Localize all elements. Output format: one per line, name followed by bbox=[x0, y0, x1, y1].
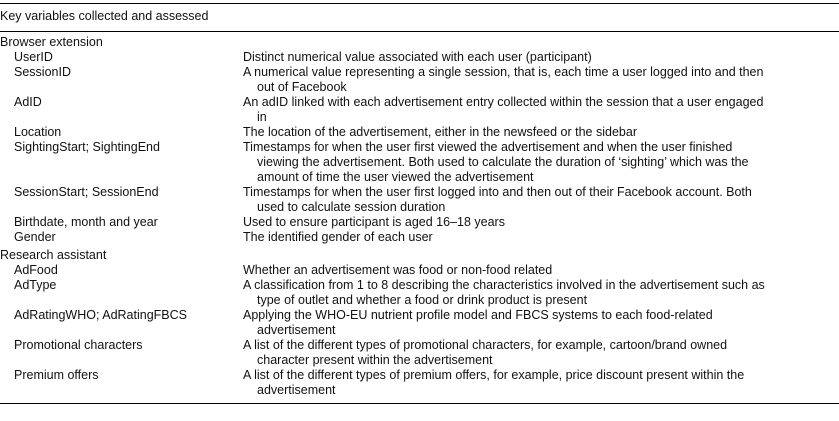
variable-name: SightingStart; SightingEnd bbox=[14, 140, 160, 154]
table-row bbox=[0, 278, 839, 308]
description-line: A list of the different types of promotional characters, for example, cartoon/brand owned bbox=[243, 338, 728, 352]
description-line: advertisement bbox=[257, 383, 336, 397]
description-line: amount of time the user viewed the advertisement bbox=[257, 170, 534, 184]
variable-description bbox=[243, 278, 825, 308]
bottom-rule bbox=[0, 403, 839, 404]
table-body bbox=[0, 32, 839, 398]
description-line: type of outlet and whether a food or drink product is present bbox=[257, 293, 588, 307]
table-row bbox=[0, 95, 839, 125]
variable-description bbox=[243, 50, 825, 65]
variable-description bbox=[243, 308, 825, 338]
description-line: Distinct numerical value associated with each user (participant) bbox=[243, 50, 592, 64]
description-line: advertisement bbox=[257, 323, 336, 337]
variable-description bbox=[243, 185, 825, 215]
variable-name: Promotional characters bbox=[14, 338, 143, 352]
variable-description bbox=[243, 368, 825, 398]
variable-description bbox=[243, 65, 825, 95]
description-line: Timestamps for when the user first viewed the advertisement and when the user finished bbox=[243, 140, 733, 154]
description-line: Used to ensure participant is aged 16–18 years bbox=[243, 215, 505, 229]
variable-description bbox=[243, 95, 825, 125]
table-row bbox=[0, 215, 839, 230]
table-row bbox=[0, 125, 839, 140]
variable-name: Location bbox=[14, 125, 62, 139]
description-line: Whether an advertisement was food or non-food related bbox=[243, 263, 553, 277]
table-row bbox=[0, 263, 839, 278]
variable-name: Premium offers bbox=[14, 368, 99, 382]
variable-description bbox=[243, 215, 825, 230]
table-row bbox=[0, 368, 839, 398]
variable-name: AdType bbox=[14, 278, 57, 292]
table-row bbox=[0, 338, 839, 368]
description-line: character present within the advertisement bbox=[257, 353, 493, 367]
variable-name: UserID bbox=[14, 50, 53, 64]
variable-name: AdFood bbox=[14, 263, 58, 277]
table-row bbox=[0, 308, 839, 338]
description-line: used to calculate session duration bbox=[257, 200, 446, 214]
variable-name: AdID bbox=[14, 95, 42, 109]
table-title: Key variables collected and assessed bbox=[0, 9, 209, 23]
variable-name: Gender bbox=[14, 230, 56, 244]
variable-name: AdRatingWHO; AdRatingFBCS bbox=[14, 308, 187, 322]
description-line: Applying the WHO-EU nutrient profile model and FBCS systems to each food-related bbox=[243, 308, 713, 322]
description-line: in bbox=[257, 110, 267, 124]
description-line: A classification from 1 to 8 describing the characteristics involved in the advertisement such as bbox=[243, 278, 765, 292]
table-row bbox=[0, 230, 839, 245]
table-row bbox=[0, 185, 839, 215]
variable-description bbox=[243, 125, 825, 140]
variable-description bbox=[243, 140, 825, 185]
table-row bbox=[0, 65, 839, 95]
variable-description bbox=[243, 338, 825, 368]
variable-name: SessionStart; SessionEnd bbox=[14, 185, 159, 199]
description-line: The identified gender of each user bbox=[243, 230, 433, 244]
description-line: An adID linked with each advertisement entry collected within the session that a user engaged bbox=[243, 95, 764, 109]
description-line: viewing the advertisement. Both used to calculate the duration of ‘sighting’ which was the bbox=[257, 155, 749, 169]
description-line: A numerical value representing a single session, that is, each time a user logged into and then bbox=[243, 65, 764, 79]
section-heading: Browser extension bbox=[0, 35, 103, 49]
variable-description bbox=[243, 230, 825, 245]
table-row bbox=[0, 50, 839, 65]
table-row bbox=[0, 140, 839, 185]
description-line: out of Facebook bbox=[257, 80, 347, 94]
variable-name: Birthdate, month and year bbox=[14, 215, 158, 229]
variable-description bbox=[243, 263, 825, 278]
variable-name: SessionID bbox=[14, 65, 71, 79]
description-line: The location of the advertisement, either in the newsfeed or the sidebar bbox=[243, 125, 637, 139]
description-line: Timestamps for when the user first logged into and then out of their Facebook account. Both bbox=[243, 185, 752, 199]
description-line: A list of the different types of premium offers, for example, price discount present within the bbox=[243, 368, 745, 382]
section-heading: Research assistant bbox=[0, 248, 107, 262]
